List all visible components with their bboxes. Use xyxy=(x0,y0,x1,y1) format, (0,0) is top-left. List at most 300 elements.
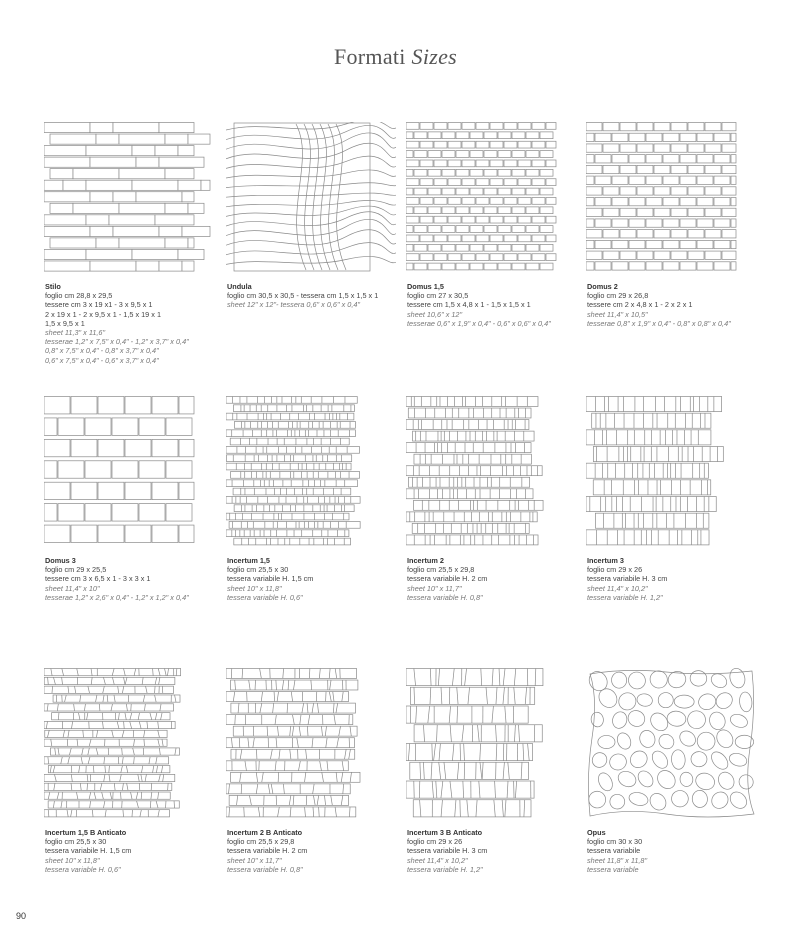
row-strip xyxy=(226,497,360,504)
brick-tile xyxy=(498,132,511,139)
pebble xyxy=(627,748,651,772)
format-name: Stilo xyxy=(45,282,61,291)
brick-tile xyxy=(603,144,619,152)
stilo-tile xyxy=(90,261,136,271)
row-strip xyxy=(592,413,711,428)
brick-tile xyxy=(705,165,721,173)
brick-tile xyxy=(518,235,531,242)
stilo-tile xyxy=(182,226,210,236)
pebble xyxy=(684,708,709,732)
brick-tile xyxy=(448,216,461,223)
metric-spec-line: tessere cm 1,5 x 4,8 x 1 - 1,5 x 1,5 x 1 xyxy=(407,300,531,310)
brick-tile xyxy=(476,141,489,148)
stilo-tile xyxy=(113,226,159,236)
row-strip xyxy=(586,397,722,412)
brick-tile xyxy=(586,230,602,238)
brick-tile xyxy=(637,208,653,216)
brick-tile xyxy=(406,263,413,270)
brick-tile xyxy=(476,160,489,167)
brick-tile xyxy=(414,244,427,251)
metric-spec-line: tessera variabile H. 3 cm xyxy=(587,574,668,584)
metric-spec-line: tessere cm 3 x 6,5 x 1 - 3 x 3 x 1 xyxy=(45,574,151,584)
pebble xyxy=(739,691,753,712)
brick-tile xyxy=(498,244,511,251)
brick-tile xyxy=(518,141,531,148)
brick-tile xyxy=(179,482,194,499)
brick-tile xyxy=(512,169,525,176)
brick-tile xyxy=(504,123,517,130)
brick-tile xyxy=(637,144,653,152)
metric-spec-line: tessera variabile H. 2 cm xyxy=(407,574,488,584)
brick-tile xyxy=(546,198,556,205)
domus-2-swatch xyxy=(586,122,756,272)
brick-tile xyxy=(595,198,611,206)
brick-tile xyxy=(442,226,455,233)
brick-tile xyxy=(504,254,517,261)
brick-tile xyxy=(654,165,670,173)
brick-tile xyxy=(490,160,503,167)
brick-tile xyxy=(498,207,511,214)
row-strip xyxy=(586,530,709,545)
imperial-spec-line: tessera variable H. 1,2" xyxy=(407,864,483,874)
row-strip xyxy=(53,695,180,702)
brick-tile xyxy=(671,251,687,259)
brick-tile xyxy=(462,216,475,223)
brick-tile xyxy=(152,482,178,499)
brick-tile xyxy=(697,176,713,184)
imperial-spec-line: sheet 10" x 11,7" xyxy=(227,855,282,865)
brick-tile xyxy=(540,244,553,251)
row-strip xyxy=(408,477,529,487)
brick-tile xyxy=(406,235,419,242)
brick-tile xyxy=(504,141,517,148)
brick-tile xyxy=(526,207,539,214)
pebble xyxy=(693,771,716,793)
title-sub: Sizes xyxy=(411,44,458,69)
brick-tile xyxy=(420,160,433,167)
stilo-tile xyxy=(86,215,109,225)
brick-tile xyxy=(532,216,545,223)
undula-swatch xyxy=(226,122,396,272)
brick-tile xyxy=(663,219,679,227)
brick-tile xyxy=(44,439,70,456)
brick-tile xyxy=(414,226,427,233)
domus-3-swatch xyxy=(44,396,214,546)
brick-tile xyxy=(671,123,687,131)
stilo-tile xyxy=(155,215,194,225)
brick-tile xyxy=(637,123,653,131)
row-strip xyxy=(52,713,170,720)
stilo-tile xyxy=(50,169,73,179)
brick-tile xyxy=(490,198,503,205)
stilo-tile xyxy=(136,192,182,202)
brick-tile xyxy=(540,226,553,233)
brick-tile xyxy=(714,176,730,184)
brick-tile xyxy=(526,244,539,251)
brick-tile xyxy=(671,230,687,238)
brick-tile xyxy=(58,461,84,478)
brick-tile xyxy=(705,123,721,131)
brick-tile xyxy=(620,187,636,195)
brick-tile xyxy=(697,155,713,163)
brick-tile xyxy=(680,219,696,227)
stilo-tile xyxy=(201,180,210,190)
incertum-3-caption xyxy=(587,556,777,602)
stilo-tile xyxy=(188,203,204,213)
brick-tile xyxy=(540,207,553,214)
brick-tile xyxy=(448,179,461,186)
brick-tile xyxy=(434,254,447,261)
incertum-2-swatch xyxy=(406,396,576,546)
row-strip xyxy=(44,686,174,693)
pebble xyxy=(615,689,639,713)
brick-tile xyxy=(731,219,736,227)
brick-tile xyxy=(498,151,511,158)
stilo-tile xyxy=(155,146,178,156)
brick-tile xyxy=(442,244,455,251)
brick-tile xyxy=(546,179,556,186)
brick-tile xyxy=(406,188,413,195)
imperial-spec-line: tessera variable H. 0,6" xyxy=(227,592,303,602)
stilo-tile xyxy=(90,157,136,167)
brick-tile xyxy=(688,144,704,152)
brick-tile xyxy=(428,169,441,176)
brick-tile xyxy=(484,132,497,139)
brick-tile xyxy=(586,144,602,152)
brick-tile xyxy=(414,132,427,139)
pebble xyxy=(596,771,616,793)
brick-tile xyxy=(518,160,531,167)
pebble xyxy=(671,749,686,769)
row-strip xyxy=(44,783,172,790)
brick-tile xyxy=(731,198,736,206)
pebble xyxy=(671,790,689,808)
metric-spec-line: 2 x 19 x 1 - 2 x 9,5 x 1 - 1,5 x 19 x 1 xyxy=(45,309,161,319)
brick-tile xyxy=(476,254,489,261)
brick-tile xyxy=(71,439,97,456)
brick-tile xyxy=(152,525,178,542)
pebble xyxy=(616,768,639,789)
brick-tile xyxy=(152,397,178,414)
brick-tile xyxy=(462,141,475,148)
brick-tile xyxy=(722,187,736,195)
brick-tile xyxy=(612,240,628,248)
brick-tile xyxy=(420,179,433,186)
brick-tile xyxy=(476,179,489,186)
stilo-tile xyxy=(90,192,113,202)
brick-tile xyxy=(595,176,611,184)
brick-tile xyxy=(484,244,497,251)
brick-tile xyxy=(646,219,662,227)
row-strip xyxy=(408,408,531,418)
brick-tile xyxy=(731,240,736,248)
brick-tile xyxy=(44,418,57,435)
brick-tile xyxy=(688,208,704,216)
brick-tile xyxy=(532,235,545,242)
brick-tile xyxy=(697,219,713,227)
brick-tile xyxy=(654,123,670,131)
brick-tile xyxy=(688,187,704,195)
brick-tile xyxy=(448,160,461,167)
brick-tile xyxy=(654,144,670,152)
brick-tile xyxy=(71,397,97,414)
brick-tile xyxy=(663,176,679,184)
brick-tile xyxy=(484,169,497,176)
stilo-tile xyxy=(188,134,210,144)
brick-tile xyxy=(629,198,645,206)
incertum-1-5-swatch xyxy=(226,396,396,546)
stilo-tile xyxy=(132,180,178,190)
stilo-tile xyxy=(90,226,113,236)
imperial-spec-line: tesserae 0,6" x 1,9" x 0,4" - 0,6" x 0,6" x 0,4" xyxy=(407,318,551,328)
brick-tile xyxy=(406,226,413,233)
brick-tile xyxy=(456,132,469,139)
brick-tile xyxy=(663,155,679,163)
brick-tile xyxy=(629,262,645,270)
stilo-tile xyxy=(159,123,194,133)
brick-tile xyxy=(595,262,611,270)
row-strip xyxy=(48,801,179,808)
brick-tile xyxy=(448,235,461,242)
brick-tile xyxy=(44,461,57,478)
brick-tile xyxy=(166,461,192,478)
brick-tile xyxy=(714,219,730,227)
pebble xyxy=(695,730,717,752)
brick-tile xyxy=(470,132,483,139)
brick-tile xyxy=(722,251,736,259)
brick-tile xyxy=(470,263,483,270)
brick-tile xyxy=(442,169,455,176)
brick-tile xyxy=(498,169,511,176)
stilo-tile xyxy=(119,134,165,144)
pebble xyxy=(649,748,671,771)
brick-tile xyxy=(448,141,461,148)
incertum-1-5-b-anticato-caption xyxy=(45,828,235,874)
incertum-2-b-anticato-caption xyxy=(227,828,417,874)
brick-tile xyxy=(688,251,704,259)
brick-tile xyxy=(504,216,517,223)
brick-tile xyxy=(586,123,602,131)
metric-spec-line: foglio cm 25,5 x 30 xyxy=(227,565,289,575)
incertum-2-caption xyxy=(407,556,597,602)
brick-tile xyxy=(470,244,483,251)
row-strip xyxy=(44,704,174,711)
stilo-tile xyxy=(178,146,194,156)
stilo-tile xyxy=(178,249,204,259)
brick-tile xyxy=(428,244,441,251)
brick-tile xyxy=(603,123,619,131)
row-strip xyxy=(233,726,357,736)
imperial-spec-line: sheet 10,6" x 12" xyxy=(407,309,463,319)
brick-tile xyxy=(58,504,84,521)
stilo-tile xyxy=(50,203,73,213)
brick-tile xyxy=(434,179,447,186)
pebble xyxy=(713,689,736,711)
stilo-tile xyxy=(178,180,201,190)
pebble xyxy=(689,669,708,687)
brick-tile xyxy=(490,141,503,148)
stilo-tile xyxy=(44,157,90,167)
stilo-tile xyxy=(182,192,194,202)
title-main: Formati xyxy=(333,44,406,69)
format-name: Incertum 1,5 xyxy=(227,556,270,565)
brick-tile xyxy=(139,461,165,478)
pebble xyxy=(608,752,629,772)
row-strip xyxy=(226,669,357,679)
brick-tile xyxy=(546,123,556,130)
brick-tile xyxy=(722,208,736,216)
brick-tile xyxy=(442,188,455,195)
brick-tile xyxy=(722,123,736,131)
brick-tile xyxy=(654,208,670,216)
brick-tile xyxy=(112,418,138,435)
brick-tile xyxy=(620,208,636,216)
pebble xyxy=(728,751,749,768)
brick-tile xyxy=(428,188,441,195)
stilo-tile xyxy=(44,180,63,190)
brick-tile xyxy=(179,397,194,414)
imperial-spec-line: sheet 11,4" x 10,2" xyxy=(587,583,648,593)
brick-tile xyxy=(406,216,419,223)
brick-tile xyxy=(456,151,469,158)
brick-tile xyxy=(603,230,619,238)
imperial-spec-line: sheet 12" x 12"- tessera 0,6" x 0,6" x 0,4" xyxy=(227,300,361,310)
stilo-tile xyxy=(165,203,188,213)
pebble xyxy=(679,771,694,787)
row-strip xyxy=(413,800,531,817)
pebble xyxy=(728,668,747,690)
row-strip xyxy=(406,781,534,798)
pebble xyxy=(708,789,731,812)
imperial-spec-line: 0,6" x 7,5" x 0,4" - 0,6" x 3,7" x 0,4" xyxy=(45,355,159,365)
brick-tile xyxy=(414,151,427,158)
brick-tile xyxy=(532,123,545,130)
brick-tile xyxy=(586,155,594,163)
brick-tile xyxy=(484,207,497,214)
pebble xyxy=(654,767,679,792)
brick-tile xyxy=(434,216,447,223)
brick-tile xyxy=(629,219,645,227)
domus-2-caption xyxy=(587,282,777,328)
domus-1-5-swatch xyxy=(406,122,576,272)
row-strip xyxy=(593,447,723,462)
pebble xyxy=(697,692,718,712)
pebble xyxy=(736,772,756,792)
metric-spec-line: foglio cm 29 x 26,8 xyxy=(587,291,649,301)
incertum-1-5-caption xyxy=(227,556,417,602)
brick-tile xyxy=(448,123,461,130)
brick-tile xyxy=(490,235,503,242)
brick-tile xyxy=(705,230,721,238)
brick-tile xyxy=(603,251,619,259)
brick-tile xyxy=(722,230,736,238)
row-strip xyxy=(586,430,711,445)
row-strip xyxy=(413,431,535,441)
pebble xyxy=(598,735,615,748)
incertum-3-b-anticato-caption xyxy=(407,828,597,874)
brick-tile xyxy=(498,226,511,233)
brick-tile xyxy=(420,235,433,242)
brick-tile xyxy=(705,251,721,259)
brick-tile xyxy=(476,198,489,205)
brick-tile xyxy=(434,235,447,242)
brick-tile xyxy=(629,133,645,141)
brick-tile xyxy=(434,198,447,205)
brick-tile xyxy=(722,165,736,173)
stilo-tile xyxy=(63,180,86,190)
row-strip xyxy=(231,772,360,782)
stilo-tile xyxy=(109,215,155,225)
brick-tile xyxy=(442,151,455,158)
row-strip xyxy=(406,744,533,761)
brick-tile xyxy=(484,263,497,270)
brick-tile xyxy=(637,165,653,173)
brick-tile xyxy=(139,418,165,435)
brick-tile xyxy=(125,525,151,542)
brick-tile xyxy=(512,207,525,214)
brick-tile xyxy=(456,207,469,214)
brick-tile xyxy=(406,198,419,205)
brick-tile xyxy=(414,169,427,176)
format-name: Incertum 1,5 B Anticato xyxy=(45,828,127,837)
pebble xyxy=(658,692,674,708)
brick-tile xyxy=(671,165,687,173)
brick-tile xyxy=(44,525,70,542)
brick-tile xyxy=(714,133,730,141)
brick-tile xyxy=(680,176,696,184)
incertum-3-b-anticato-swatch xyxy=(406,668,576,818)
brick-tile xyxy=(420,123,433,130)
pebble xyxy=(707,710,727,732)
stilo-tile xyxy=(132,249,178,259)
brick-tile xyxy=(731,133,736,141)
brick-tile xyxy=(637,251,653,259)
brick-tile xyxy=(603,187,619,195)
brick-tile xyxy=(637,230,653,238)
brick-tile xyxy=(697,133,713,141)
brick-tile xyxy=(139,504,165,521)
brick-tile xyxy=(44,482,70,499)
pebble xyxy=(608,793,626,811)
brick-tile xyxy=(586,187,602,195)
brick-tile xyxy=(688,230,704,238)
brick-tile xyxy=(125,397,151,414)
metric-spec-line: 1,5 x 9,5 x 1 xyxy=(45,318,85,328)
stilo-tile xyxy=(73,169,119,179)
brick-tile xyxy=(462,123,475,130)
brick-tile xyxy=(629,240,645,248)
brick-tile xyxy=(428,151,441,158)
brick-tile xyxy=(586,176,594,184)
brick-tile xyxy=(731,176,736,184)
row-strip xyxy=(406,397,538,407)
format-name: Incertum 2 B Anticato xyxy=(227,828,303,837)
brick-tile xyxy=(420,141,433,148)
stilo-tile xyxy=(96,238,119,248)
brick-tile xyxy=(456,188,469,195)
brick-tile xyxy=(532,198,545,205)
pebble xyxy=(666,710,686,727)
brick-tile xyxy=(490,179,503,186)
brick-tile xyxy=(462,198,475,205)
metric-spec-line: tessera variabile H. 1,5 cm xyxy=(227,574,314,584)
brick-tile xyxy=(646,133,662,141)
brick-tile xyxy=(680,133,696,141)
stilo-tile xyxy=(90,123,113,133)
brick-tile xyxy=(586,133,594,141)
row-strip xyxy=(233,405,354,412)
pebble xyxy=(728,712,749,730)
